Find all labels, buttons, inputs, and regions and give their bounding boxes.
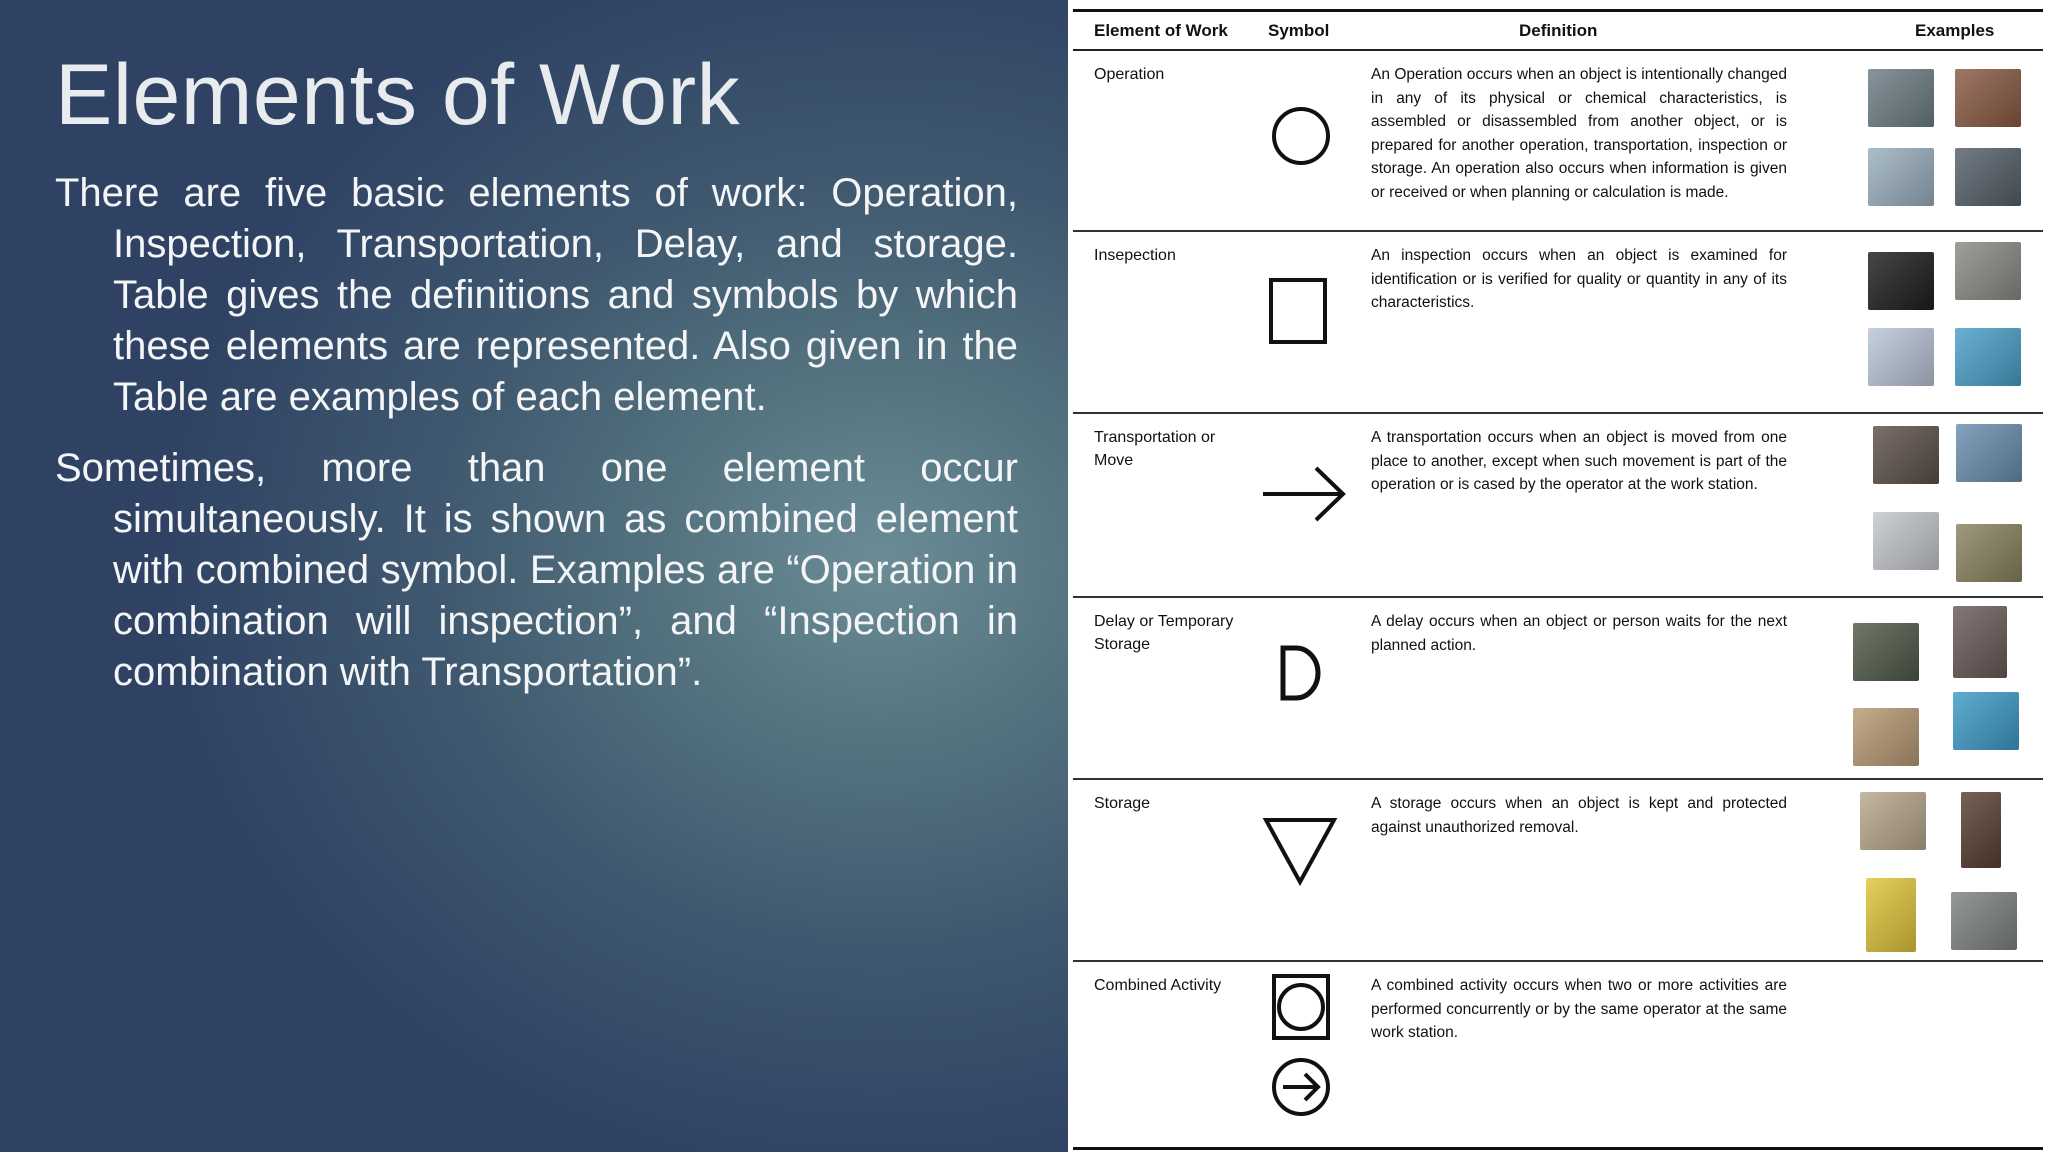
wine-rack-photo [1860, 792, 1926, 850]
elements-table [1073, 9, 2043, 1150]
cart-photo [1873, 512, 1939, 570]
bookshelf-photo [1961, 792, 2001, 868]
carrying-photo [1956, 424, 2022, 482]
gauge-photo [1868, 252, 1934, 310]
element-definition: A storage occurs when an object is kept and protected against unauthorized removal. [1371, 795, 1787, 836]
element-name: Operation [1094, 66, 1165, 83]
warehouse-photo [1951, 892, 2017, 950]
square-icon [1258, 274, 1348, 359]
conveyor-photo [1873, 426, 1939, 484]
element-name: Transportation or Move [1094, 429, 1216, 469]
header-examples: Examples [1915, 21, 1995, 40]
element-definition: An Operation occurs when an object is intentionally changed in any of its physical or chemical characteristics, is assembled or disassembled from another object, or is prepared for another operation, transportation, inspection or storage. An operation also occurs when information is given or received or when planning or calculation is made. [1371, 66, 1787, 201]
bottles-photo [1868, 328, 1934, 386]
table-row [1073, 780, 2043, 962]
element-definition: A delay occurs when an object or person waits for the next planned action. [1371, 613, 1787, 654]
welder-photo [1955, 148, 2021, 206]
body-paragraph: Sometimes, more than one element occur simultaneously. It is shown as combined element with combined symbol. Examples are “Operation in combination will inspection”, and “Inspection in combination with Transportation”. [55, 446, 1018, 694]
grinding-photo [1955, 69, 2021, 127]
d-shape-icon [1258, 638, 1348, 723]
table-row [1073, 232, 2043, 414]
element-name: Insepection [1094, 247, 1176, 264]
slide-title: Elements of Work [55, 47, 741, 143]
element-definition: An inspection occurs when an object is examined for identification or is verified for quality or quantity in any of its characteristics. [1371, 247, 1787, 311]
painter-photo [1868, 148, 1934, 206]
table-row [1073, 598, 2043, 780]
header-definition: Definition [1519, 21, 1598, 40]
slide-body [55, 168, 1018, 718]
body-paragraph: There are five basic elements of work: Operation, Inspection, Transportation, Delay, and storage. Table gives the definitions and symbols by which these elements are represented. Also given in the Table are examples of each element. [55, 171, 1018, 419]
yellow-bins-photo [1866, 878, 1916, 952]
elevator-photo [1953, 606, 2007, 678]
element-name: Delay or Temporary Storage [1094, 613, 1234, 653]
element-definition: A transportation occurs when an object is moved from one place to another, except when such movement is part of the operation or is cased by the operator at the work station. [1371, 429, 1787, 493]
header-symbol: Symbol [1268, 21, 1330, 40]
caliper-photo [1955, 242, 2021, 300]
element-definition: A combined activity occurs when two or more activities are performed concurrently or by the same operator at the same work station. [1371, 977, 1787, 1041]
element-name: Storage [1094, 795, 1151, 812]
crane-photo [1956, 524, 2022, 582]
circle-arrow-icon [1258, 1054, 1348, 1139]
sorting-photo [1955, 328, 2021, 386]
table-row [1073, 962, 2043, 1144]
waiting-people-photo [1853, 623, 1919, 681]
table-row [1073, 51, 2043, 232]
arrow-right-icon [1253, 454, 1343, 539]
elements-table-image [1068, 0, 2048, 1152]
table-row [1073, 414, 2043, 598]
element-name: Combined Activity [1094, 977, 1222, 994]
circle-icon [1258, 101, 1348, 186]
bread-crate-photo [1853, 708, 1919, 766]
factory-worker-photo [1868, 69, 1934, 127]
worker-bin-photo [1953, 692, 2019, 750]
combined-circle-square-icon [1258, 968, 1348, 1053]
header-element: Element of Work [1094, 21, 1228, 40]
triangle-down-icon [1258, 810, 1348, 895]
table-header [1073, 12, 2043, 51]
